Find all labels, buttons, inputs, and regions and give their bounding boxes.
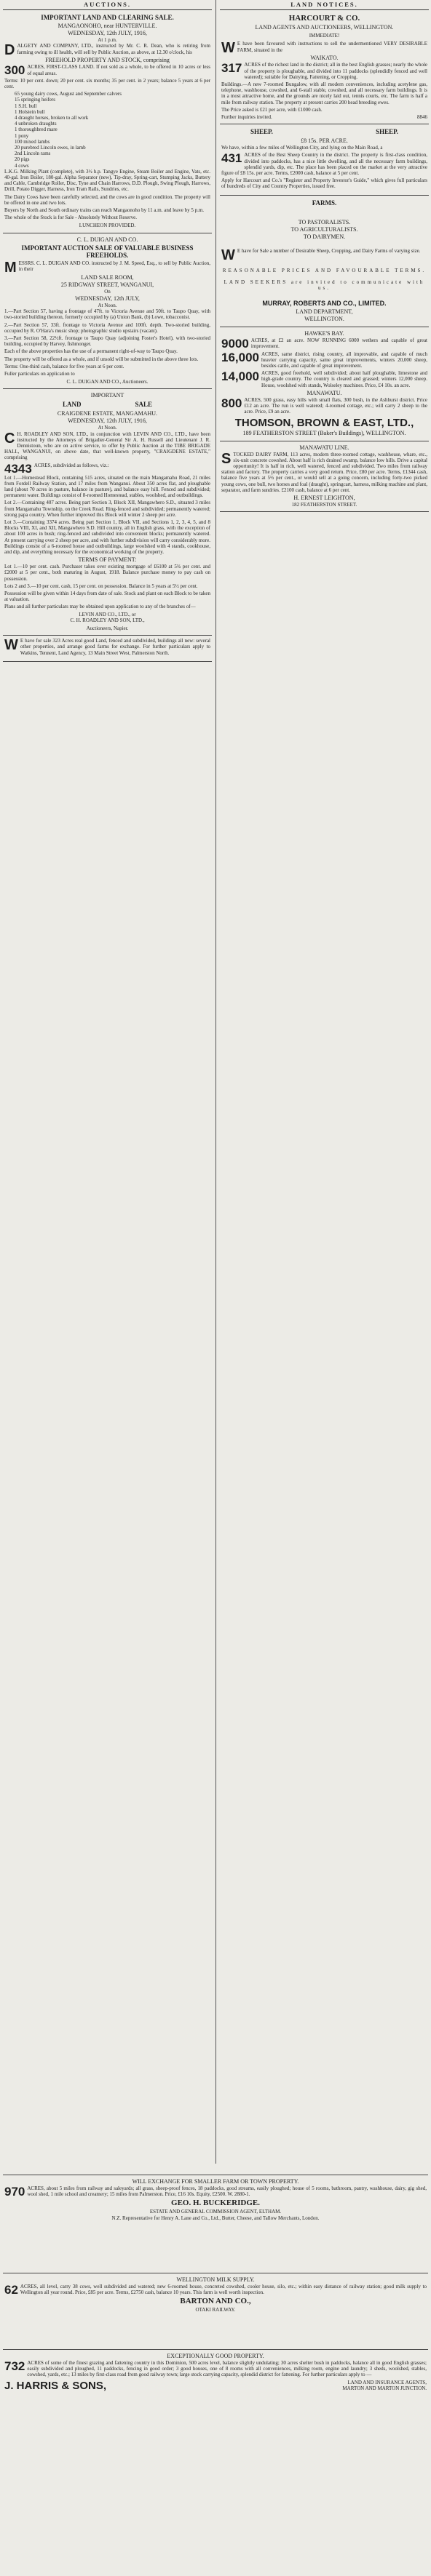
farms-heading: FARMS. — [312, 199, 337, 207]
ad-text-body: ACRES, all level, carry 38 cows, well subdivided and watered; new 6-roomed house, concreted cowshed, cooler house, silo, etc.; within easy distance of railway station; good milk supply to Wellington all year round. Price, £85 per acre. Terms, £2750 cash, balance 10 years. This farm is well worth inspection. — [20, 2284, 427, 2296]
drop-cap: W — [4, 637, 18, 654]
sale-address: 25 RIDGWAY STREET, WANGANUI, — [60, 281, 154, 288]
craigdene-sale-ad — [3, 389, 212, 636]
immediate-label: IMMEDIATE! — [309, 33, 340, 39]
acreage-figure: 300 — [4, 63, 25, 78]
ad-footer — [221, 114, 427, 120]
terms-item: Lots 2 and 3.—10 per cent. cash, 15 per cent. on possession. Balance in 5 years at 5½ per cent. — [4, 583, 198, 589]
price-text: The Price asked is £21 per acre, with £1000 cash. — [221, 106, 323, 113]
firm-address: 189 FEATHERSTON STREET (Baker's Buildings), WELLINGTON. — [242, 429, 406, 436]
ad-intro: We have, within a few miles of Wellington City, and lying on the Main Road, a — [221, 145, 383, 151]
seekers-line: LAND SEEKERS are invited to communicate with us. — [224, 279, 425, 292]
ad-intro — [4, 431, 210, 461]
banner-right-top: SALE — [135, 401, 152, 409]
ad-date: WEDNESDAY, 12th JULY, — [75, 295, 140, 302]
company-name: GEO. H. BUCKERIDGE. — [171, 2199, 260, 2208]
region-heading: HAWKE'S BAY. — [304, 330, 344, 337]
listing-figure: 16,000 — [221, 350, 259, 364]
ad-absolute: The whole of the Stock is for Sale - Absolutely Without Reserve. — [4, 215, 137, 221]
audience-line: TO DAIRYMEN. — [303, 233, 346, 240]
drop-cap: M — [4, 259, 17, 276]
ad-important: IMPORTANT — [90, 392, 124, 399]
harcourt-waikato-ad — [220, 10, 429, 124]
ad-intro-text: ALGETY AND COMPANY, LTD., instructed by Mr. C. R. Dean, who is retiring from farming owing to ill health, will sell by Public Auction, as above, at 12.30 o'clock, his — [17, 43, 210, 55]
acreage-line — [4, 64, 210, 76]
ad-intro — [221, 247, 427, 263]
agent-address: 182 FEATHERSTON STREET. — [291, 501, 357, 508]
company-rep: N.Z. Representative for Henry A. Lane and Co., Ltd., Butter, Cheese, and Tallow Merchants, London. — [111, 2215, 320, 2221]
leighton-ad — [220, 441, 429, 513]
plant-description: L.K.G. Milking Plant (complete), with 3½ h.p. Tangye Engine, Steam Boiler and Engine, Vats, etc. 40-gal. Iron Boiler, 180-gal. Alpha Separator (new), Tip-dray, Spring-cart, Stumping Jacks, Buttery and Cable, Cambridge Roller, Disc, Tyne and Chain Harrows, D.D. Plough, Swing Plough, Harrows, Drill, Potato Digger, Harness, Iron Tram Rails, Sundries, etc. — [4, 168, 210, 193]
buildings-text: Buildings.—A new 7-roomed Bungalow, with all modern conveniences, including acetylene gas, telephone, washhouse, cowshed, and 6-stall stable, cowshed, and all necessary farm buildings. It is in a most attractive home, and the grounds are nicely laid out, tennis courts, etc. The farm is half a mile from railway station. The property at present carries 200 head breeding ewes. — [221, 81, 427, 105]
listing-text: ACRES, good freehold, well subdivided; about half ploughable, limestone and high-grade country. The country is cleared and grassed; winters 12,000 sheep. House, woolshed with stands, Wolseley machines. Price, £4 10s. an acre. — [261, 370, 427, 388]
ad-title: EXCEPTIONALLY GOOD PROPERTY. — [167, 2353, 264, 2359]
agent-name: H. ERNEST LEIGHTON, — [293, 494, 355, 501]
stock-item: 1 pony — [15, 132, 29, 139]
listing-text: ACRES, same district, rising country, all improvable, and capable of much heavier carrying capacity, same great improvements, winters 20,000 sheep, besides cattle, and capable of great improvement. — [261, 351, 427, 369]
ad-intro-text: H. ROADLEY AND SON, LTD., in conjunction with LEVIN AND CO., LTD., have been instructed by the Attorneys of Brigadier-General Sir A. H. Russell and Lieutenant J. R. Dennistoun, who are on active service, to offer by Public Auction at the TIBE BRIGADE HALL, WANGANUI, on above date, that well-known property, "CRAIGDENE ESTATE," comprising — [4, 431, 210, 461]
ad-text-body: ACRES of some of the finest grazing and fattening country in this Dominion, 500 acres level, balance slightly undulating; 30 acres shelter bush in paddocks, balance all in good English grasses; easily subdivided and ploughed, 11 paddocks, fencing in good order; 3 good houses, one of 8 rooms with all conveniences, milking room, engine and laundry; 3 sheds, woolshed, stables, cowshed, yards, etc.; 13 miles by first-class road from good railway town; large stock carrying capacity, splendid district for fattening. For further particulars apply to — — [27, 2360, 427, 2378]
firm-sub: LAND AGENTS AND AUCTIONEERS, WELLINGTON. — [255, 24, 394, 31]
acreage-figure: 732 — [4, 2359, 25, 2373]
ad-note: The Dairy Cows have been carefully selected, and the cows are in good condition. The property will be offered in one and two lots. — [4, 193, 210, 206]
auctions-column — [3, 0, 212, 662]
drop-cap: W — [221, 247, 235, 263]
listing — [221, 370, 427, 388]
lot-item: 2.—Part Section 57, 33ft. frontage to Victoria Avenue and 100ft. depth. Two-storied building, occupied by R. O'Hara's music shop; photographic studio upstairs (vacant). — [4, 321, 210, 334]
lot-item: 1.—Part Section 57, having a frontage of 47ft. to Victoria Avenue and 50ft. to Taupo Quay, with two-storied building thereon, formerly occupied by (a) Union Bank, (b) Lowe, tobacconist. — [4, 308, 210, 321]
listing — [221, 337, 427, 349]
ad-intro — [221, 40, 427, 57]
company-sub: OTAKI RAILWAY. — [195, 2307, 236, 2313]
company-sub: ESTATE AND GENERAL COMMISSION AGENT, ELTHAM. — [149, 2209, 282, 2215]
ad-location: MANGAONOHO, near HUNTERVILLE. — [58, 23, 157, 30]
acreage-text: ACRES, FIRST-CLASS LAND. If not sold as a whole, to be offered in 10 acres or less of equal areas. — [27, 64, 210, 76]
ad-title: IMPORTANT LAND AND CLEARING SALE. — [41, 14, 174, 22]
listing-figure: 9000 — [221, 337, 249, 351]
ad-intro-text: E have for Sale a number of Desirable Sheep, Cropping, and Dairy Farms of varying size. — [237, 247, 421, 254]
stock-item: 20 pigs — [15, 156, 30, 163]
listing-text: ACRES, 500 grass, easy hills with small flats, 300 bush, in the Ashhurst district. Price £12 an acre. The run is well watered; 4-roomed cottage, etc.; will carry 2 sheep to the acre. Price, £9 an acre. — [244, 396, 427, 415]
column-heading-land-notices: LAND NOTICES. — [220, 0, 429, 10]
plans-note: Plans and all further particulars may be obtained upon application to any of the branches of— — [4, 604, 196, 610]
company-name: J. HARRIS & SONS, — [4, 2379, 107, 2392]
ad-text — [4, 2185, 427, 2197]
stock-item: 20 purebred Lincoln ewes, in lamb — [15, 145, 86, 151]
agent-line: C. H. ROADLEY AND SON, LTD., — [70, 617, 145, 623]
department: LAND DEPARTMENT, — [296, 308, 353, 316]
acreage-figure: 62 — [4, 2283, 18, 2297]
acreage-text: ACRES of the richest land in the district; all in the best English grasses; nearly the whole of the property is ploughable, and divided into 11 paddocks (splendidly fenced and well watered); suitable for Dairying, Fattening, or Cropping. — [244, 62, 427, 80]
company-footer — [4, 2380, 427, 2392]
acreage-text: ACRES of the Best Sheep Country in the district. The property is first-class condition, divided into paddocks, has a nice little dwelling, and all the necessary farm buildings, splendid yards, dip, etc. The place has been placed on the market at the very attractive figure of £8 15s. per acre. Terms, £2000 cash, balance at 5 per cent. — [221, 152, 427, 177]
land-notices-column — [220, 0, 429, 512]
stock-item: 2nd Lincoln rams — [15, 151, 51, 157]
ad-head: C. L. DUIGAN AND CO. — [76, 236, 138, 243]
murray-roberts-ad — [220, 196, 429, 328]
ad-intro — [4, 259, 210, 276]
company-address: MARTON AND MARTON JUNCTION. — [342, 2385, 427, 2392]
ad-signature: Auctioneers, Napier. — [86, 625, 129, 632]
agent-line: LEVIN AND CO., LTD., or — [79, 611, 136, 617]
acreage-figure: 4343 — [4, 461, 32, 476]
ad-terms: Terms: 10 per cent. down; 20 per cent. six months; 35 per cent. in 2 years; balance 5 years at 6 per cent. — [4, 77, 210, 90]
acreage-line — [221, 62, 427, 80]
estate-name: CRAIGDENE ESTATE, MANGAMAHU. — [57, 410, 158, 417]
ad-text — [4, 2360, 427, 2378]
region-heading: MANAWATU. — [307, 389, 342, 396]
on-label: On — [104, 288, 111, 295]
ad-further: Fuller particulars on application to — [4, 370, 75, 377]
ad-intro-text: ESSRS. C. L. DUIGAN AND CO. instructed by J. M. Speed, Esq., to sell by Public Auction, in their — [18, 260, 210, 272]
stock-item: 100 mixed lambs — [15, 138, 50, 145]
ad-text — [4, 638, 210, 656]
ad-text-body: TOCKED DAIRY FARM, 113 acres, modern three-roomed cottage, washhouse, whare, etc., six-unit concrete cowshed. About half is rich drained swamp, balance low hills. Drive a capital opportunity! It is half in rich, well watered, fenced and subdivided. Two miles from railway station and factory. The property carries a very good return. Price, £80 per acre. Terms, £1344 cash, balance five years at 5½ per cent., or would sell at a going concern, including forty-two picked young cows, one bull, two horses and foal (draught), springcart, harness, milking machine and plant, separator, and farm sundries. £2100 cash, balance at 6 per cent. — [221, 451, 427, 493]
ad-intro — [4, 42, 210, 59]
acreage-text: ACRES, subdivided as follows, viz.: — [33, 462, 109, 468]
ad-title: WELLINGTON MILK SUPPLY. — [176, 2276, 255, 2283]
ad-bid: The property will be offered as a whole, and if unsold will be submitted in the above three lots. — [4, 356, 199, 362]
sheep-banner — [221, 127, 427, 137]
audience-line: TO PASTORALISTS. — [298, 218, 351, 225]
stock-item: 4 cows — [15, 162, 29, 169]
ad-buyers: Buyers by North and South ordinary trains can reach Mangaonoho by 11 a.m. and leave by 5 p.m. — [4, 207, 205, 214]
ad-extra: Each of the above properties has the use of a permanent right-of-way to Taupo Quay. — [4, 348, 178, 355]
acreage-figure: 970 — [4, 2185, 25, 2199]
banner-left-top: LAND — [63, 401, 82, 409]
lot-item: Lot 3.—Containing 3374 acres. Being part Section 1, Block VII, and Sections 1, 2, 3, 4, 5, and 8 Blocks VIII, XI, and XII, Mangawhero S.D. Hill country, all in English grass, with the exception of about 100 acres in bush; ring-fenced and subdivided into convenient blocks; permanently watered. At present carrying over 2 sheep per acre, and with further subdivision will carry considerably more. Buildings consist of a 6-roomed house and outbuildings, large woolshed with 4 stands, cookhouse, and dip, and everything necessary for the economical working of the property. — [4, 519, 210, 555]
price-line: £8 15s. PER ACRE. — [301, 137, 348, 145]
stock-item: 4 unbroken draughts — [15, 121, 57, 127]
acreage-line — [4, 461, 210, 476]
firm-name: THOMSON, BROWN & EAST, LTD., — [234, 416, 414, 429]
buckeridge-ad — [3, 2175, 428, 2224]
ad-reference: 8846 — [417, 114, 427, 121]
ad-signature: C. L. DUIGAN AND CO., Auctioneers. — [66, 379, 149, 385]
stock-item: 1 S.H. bull — [15, 103, 37, 109]
stock-item: 1 Holstein bull — [15, 108, 45, 115]
city: WELLINGTON. — [304, 316, 344, 323]
drop-cap: W — [221, 40, 235, 57]
company-details — [342, 2380, 427, 2391]
district-name: WAIKATO. — [310, 55, 339, 62]
stock-list — [4, 91, 210, 169]
ad-title: IMPORTANT AUCTION SALE OF VALUABLE BUSINESS FREEHOLDS. — [21, 244, 194, 259]
ad-terms: Terms: One-third cash, balance for five years at 6 per cent. — [4, 363, 124, 369]
drop-cap: S — [221, 450, 232, 467]
lot-item: Lot 1.—Homestead Block, containing 515 acres, situated on the main Mangamahu Road, 21 miles from Fordell Railway Station, and 17 miles from Wanganui. About 350 acres flat, and ploughable land (about 70 acres in pasture, balance in pasture), and balance easy hill. Fenced and subdivided; permanent water. Buildings consist of 8-roomed Homestead, stables, woolshed, and outbuildings. — [4, 474, 210, 499]
company-name: MURRAY, ROBERTS AND CO., LIMITED. — [262, 300, 387, 308]
further-inquiries: Further inquiries invited. — [221, 114, 272, 121]
drop-cap: C — [4, 430, 15, 447]
acreage-line — [221, 152, 427, 176]
audience-line: TO AGRICULTURALISTS. — [290, 225, 358, 233]
ad-signature: LUNCHEON PROVIDED. — [79, 223, 136, 229]
drop-cap: D — [4, 42, 15, 59]
apply-text: Apply for Harcourt and Co.'s "Register and Property Investor's Guide," which gives full particulars of hundreds of City and Country Properties, issued free. — [221, 177, 427, 190]
barton-ad — [3, 2273, 428, 2316]
firm-name: HARCOURT & CO. — [288, 14, 360, 23]
land-sale-banner — [4, 399, 210, 409]
lot-item: 3.—Part Section 58, 22½ft. frontage to Taupo Quay (adjoining Foster's Hotel), with two-storied building, occupied by Harvey, fishmonger. — [4, 335, 210, 348]
company-name: BARTON AND CO., — [180, 2297, 251, 2306]
listing-figure: 800 — [221, 396, 242, 410]
acreage-figure: 431 — [221, 151, 242, 166]
listing-text: ACRES, at £2 an acre. NOW RUNNING 6000 wethers and capable of great improvement. — [250, 337, 427, 350]
possession-note: Possession will be given within 14 days from date of sale. Stock and plant on each Block to be taken at valuation. — [4, 591, 210, 603]
reasonable-terms: REASONABLE PRICES AND FAVOURABLE TERMS. — [222, 267, 427, 273]
ad-date: WEDNESDAY, 12th JULY, 1916, — [68, 417, 147, 425]
ad-text-body: ACRES, about 5 miles from railway and saleyards; all grass, sheep-proof fences, 18 paddocks, good streams, easily ploughed; house of 5 rooms, bathroom, pantry, washhouse, dairy, gig shed, wool shed, 1 mile school and creamery; 15 miles from Palmerston. Price, £16 10s. Equity, £2500. W. 2880-1. — [27, 2185, 427, 2198]
ad-text — [4, 2284, 427, 2295]
lot-item: Lot 2.—Containing 407 acres. Being part Section 3, Block XII, Mangawhero S.D., situated 3 miles from Mangamahu Township, on the Creek Road. Ring-fenced and subdivided; permanently watered; strong papa country. When further improved this Block will winter 2 sheep per acre. — [4, 500, 210, 518]
sheep-left: SHEEP. — [250, 128, 273, 136]
ad-date: WEDNESDAY, 12th JULY, 1916, — [68, 30, 147, 37]
terms-heading: TERMS OF PAYMENT: — [78, 556, 137, 564]
duigan-sale-ad — [3, 233, 212, 390]
watkins-ad — [3, 636, 212, 662]
line-heading: MANAWATU LINE. — [299, 444, 349, 451]
terms-item: Lot 1.—10 per cent. cash. Purchaser takes over existing mortgage of £6100 at 5¾ per cent. and £2000 at 5 per cent., both maturing in August, 1918. Balance purchase money to pay cash on possession. — [4, 564, 210, 582]
sale-room: LAND SALE ROOM, — [81, 273, 134, 281]
ad-time: At Noon. — [98, 302, 117, 308]
sheep-right: SHEEP. — [376, 128, 398, 136]
ad-time: At Noon. — [98, 425, 117, 431]
listing — [221, 397, 427, 415]
ad-intro-text: E have been favoured with instructions to sell the undermentioned VERY DESIRABLE FARM, situated in the — [237, 41, 427, 53]
ad-text — [221, 452, 427, 493]
harris-ad — [3, 2349, 428, 2395]
stock-item: 15 springing heifers — [15, 97, 55, 103]
stock-item: 4 draught horses, broken to all work — [15, 115, 89, 121]
stock-item: 1 thoroughbred mare — [15, 127, 58, 133]
sheep-country-ad — [220, 124, 429, 195]
ad-text-body: E have for sale 323 Acres real good Land, fenced and subdivided, buildings all new: several other properties, and arrange good farms for exchange. For further particulars apply to Watkins, Tennent, Land Agency, 13 Main Street West, Palmerston North. — [20, 638, 210, 656]
ad-subhead: FREEHOLD PROPERTY AND STOCK, comprising — [45, 57, 170, 64]
company-sub: LAND AND INSURANCE AGENTS, — [347, 2379, 427, 2385]
listing-figure: 14,000 — [221, 369, 259, 384]
stock-item: 65 young dairy cows, August and September calvers — [15, 91, 122, 97]
acreage-figure: 317 — [221, 61, 242, 76]
ad-time: At 1 p.m. — [98, 37, 117, 44]
mangaonoho-sale-ad — [3, 10, 212, 233]
ad-title: WILL EXCHANGE FOR SMALLER FARM OR TOWN PROPERTY. — [132, 2178, 299, 2185]
thomson-brown-east-ad — [220, 327, 429, 441]
column-heading-auctions: AUCTIONS. — [3, 0, 212, 10]
listing — [221, 351, 427, 369]
